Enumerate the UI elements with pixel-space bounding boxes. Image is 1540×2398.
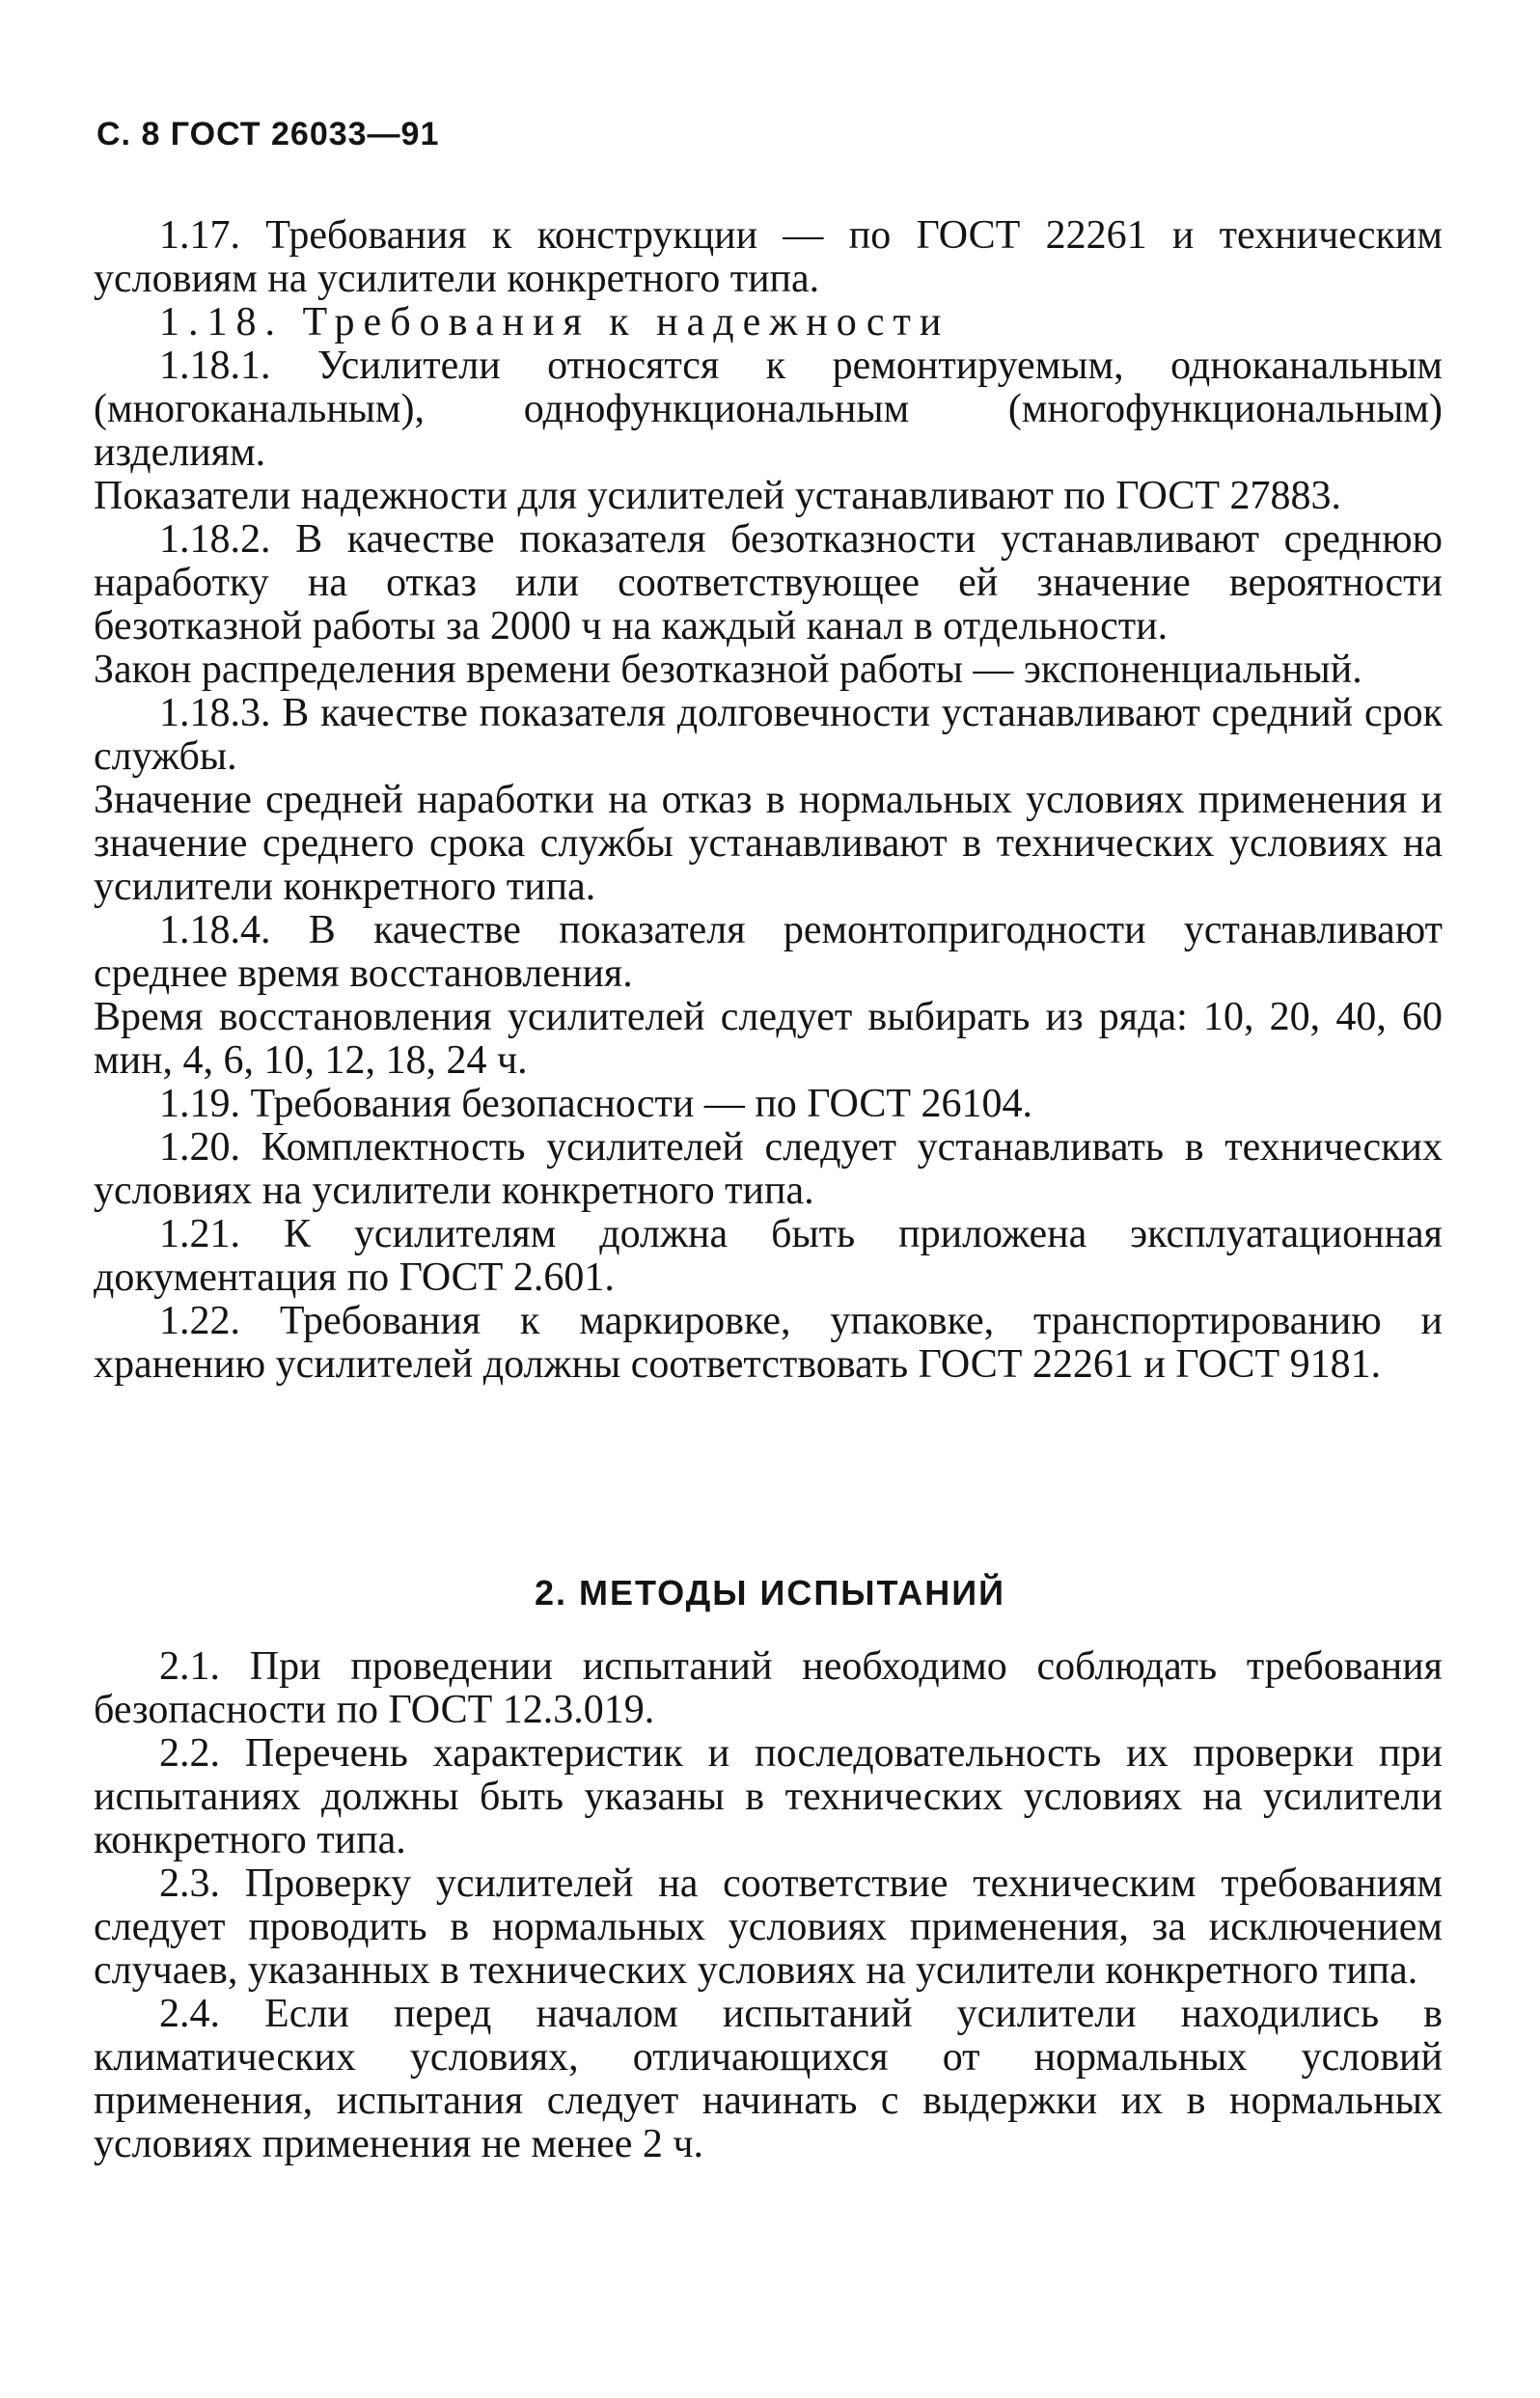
paragraph-1-21: 1.21. К усилителям должна быть приложена эксплуатационная документация по ГОСТ 2.601.	[94, 1212, 1443, 1300]
paragraph-2-3: 2.3. Проверку усилителей на соответствие техническим требованиям следует проводить в нормальных условиях применения, за исключением случаев, указанных в технических условиях на усилители конкретного типа.	[94, 1861, 1443, 1993]
paragraph-1-22: 1.22. Требования к маркировке, упаковке, транспортированию и хранению усилителей должны соответствовать ГОСТ 22261 и ГОСТ 9181.	[94, 1299, 1443, 1387]
heading-1-18-reliability: 1.18. Требования к надежности	[159, 300, 950, 345]
paragraph-1-18-4-series: Время восстановления усилителей следует выбирать из ряда: 10, 20, 40, 60 мин, 4, 6, 10, 12, 18, 24 ч.	[94, 995, 1443, 1083]
paragraph-1-18-2-distribution: Закон распределения времени безотказной работы — экспоненциальный.	[94, 648, 1362, 692]
paragraph-1-18-3: 1.18.3. В качестве показателя долговечности устанавливают средний срок службы.	[94, 691, 1443, 779]
paragraph-1-19: 1.19. Требования безопасности — по ГОСТ 26104.	[159, 1082, 1033, 1126]
page-header: С. 8 ГОСТ 26033—91	[96, 116, 440, 152]
paragraph-1-18-4: 1.18.4. В качестве показателя ремонтопригодности устанавливают среднее время восстановления.	[94, 908, 1443, 996]
paragraph-1-18-1: 1.18.1. Усилители относятся к ремонтируемым, одноканальным (многоканальным), однофункциональным (многофункциональным) изделиям.	[94, 344, 1443, 475]
section-2-body	[94, 1645, 1443, 2166]
paragraph-2-4: 2.4. Если перед началом испытаний усилители находились в климатических условиях, отличающихся от нормальных условий применения, испытания следует начинать с выдержки их в нормальных условиях применения не менее 2 ч.	[94, 1992, 1443, 2166]
section-2-title: 2. МЕТОДЫ ИСПЫТАНИЙ	[535, 1573, 1005, 1612]
paragraph-2-2: 2.2. Перечень характеристик и последовательность их проверки при испытаниях должны быть указаны в технических условиях на усилители конкретного типа.	[94, 1731, 1443, 1862]
paragraph-1-18-2: 1.18.2. В качестве показателя безотказности устанавливают среднюю наработку на отказ или соответствующее ей значение вероятности безотказной работы за 2000 ч на каждый канал в отдельности.	[94, 517, 1443, 648]
paragraph-1-20: 1.20. Комплектность усилителей следует устанавливать в технических условиях на усилители конкретного типа.	[94, 1125, 1443, 1213]
paragraph-1-18-3-values: Значение средней наработки на отказ в нормальных условиях применения и значение среднего срока службы устанавливают в технических условиях на усилители конкретного типа.	[94, 778, 1443, 909]
paragraph-1-17: 1.17. Требования к конструкции — по ГОСТ 22261 и техническим условиям на усилители конкретного типа.	[94, 213, 1443, 301]
paragraph-1-18-1-indicators: Показатели надежности для усилителей устанавливают по ГОСТ 27883.	[94, 474, 1342, 518]
paragraph-2-1: 2.1. При проведении испытаний необходимо соблюдать требования безопасности по ГОСТ 12.3.019.	[94, 1644, 1443, 1732]
section-1-body	[94, 214, 1443, 1387]
